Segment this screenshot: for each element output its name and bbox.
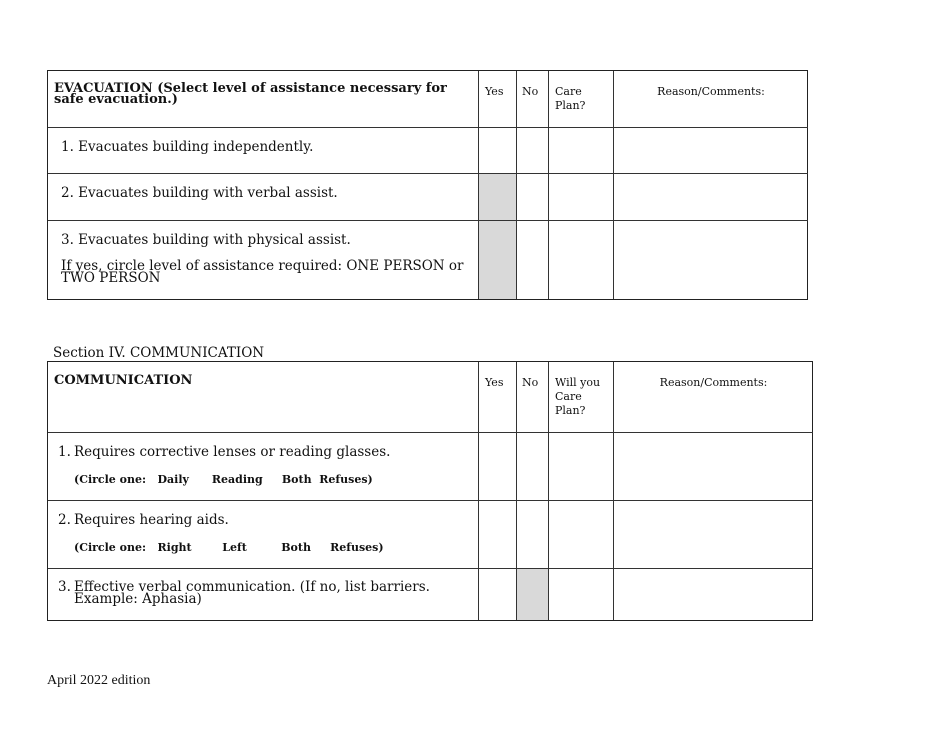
evacuation-col-careplan-label: Care Plan? (555, 85, 586, 112)
evacuation-row-2 (48, 174, 479, 221)
communication-row-1-note: (Circle one: Daily Reading Both Refuses) (74, 473, 373, 486)
evacuation-col-no-label: No (522, 85, 539, 98)
evacuation-col-reason (614, 71, 808, 128)
communication-row-3-no (517, 569, 549, 620)
evacuation-row-3 (48, 221, 479, 299)
communication-col-careplan-label: Will you Care Plan? (555, 376, 601, 417)
communication-row-2-text: Requires hearing aids. (74, 512, 229, 528)
evacuation-row-1-yes[interactable] (479, 128, 517, 174)
communication-row-3-number: 3. (58, 579, 71, 595)
communication-table (47, 361, 813, 621)
communication-row-2-note: (Circle one: Right Left Both Refuses) (74, 541, 384, 554)
evacuation-row-3-careplan[interactable] (549, 221, 614, 299)
communication-row-1-yes[interactable] (479, 433, 517, 501)
evacuation-row-1 (48, 128, 479, 174)
communication-row-1-no[interactable] (517, 433, 549, 501)
evacuation-title: EVACUATION (Select level of assistance necessary for safe evacuation.) (54, 81, 447, 107)
communication-row-2-reason[interactable] (614, 501, 813, 569)
evacuation-col-careplan (549, 71, 614, 128)
communication-row-3-reason[interactable] (614, 569, 813, 620)
evacuation-row-3-no[interactable] (517, 221, 549, 299)
communication-col-careplan (549, 362, 614, 433)
evacuation-row-1-no[interactable] (517, 128, 549, 174)
communication-row-2-no[interactable] (517, 501, 549, 569)
evacuation-col-reason-label: Reason/Comments: (657, 85, 765, 98)
evacuation-row-1-reason[interactable] (614, 128, 808, 174)
communication-col-yes (479, 362, 517, 433)
evacuation-row-2-no[interactable] (517, 174, 549, 221)
communication-col-yes-label: Yes (485, 376, 504, 389)
communication-row-1-text: Requires corrective lenses or reading glasses. (74, 444, 391, 460)
evacuation-row-3-text: 3. Evacuates building with physical assist. (61, 232, 351, 248)
communication-row-3-text: Effective verbal communication. (If no, list barriers. Example: Aphasia) (74, 579, 430, 607)
communication-row-1-number: 1. (58, 444, 71, 460)
evacuation-col-yes-label: Yes (485, 85, 504, 98)
communication-row-2 (48, 501, 479, 569)
communication-row-1-reason[interactable] (614, 433, 813, 501)
evacuation-table (47, 70, 808, 300)
communication-row-3 (48, 569, 479, 620)
communication-row-2-yes[interactable] (479, 501, 517, 569)
evacuation-col-yes (479, 71, 517, 128)
evacuation-row-2-yes (479, 174, 517, 221)
evacuation-row-1-text: 1. Evacuates building independently. (61, 139, 314, 155)
edition-footer: April 2022 edition (47, 673, 151, 688)
communication-header-cell (48, 362, 479, 433)
communication-col-reason-label: Reason/Comments: (659, 376, 768, 389)
evacuation-row-2-text: 2. Evacuates building with verbal assist. (61, 185, 338, 201)
evacuation-row-3-note: If yes, circle level of assistance required: ONE PERSON or TWO PERSON (61, 258, 464, 286)
communication-row-2-number: 2. (58, 512, 71, 528)
evacuation-header-cell (48, 71, 479, 128)
communication-col-no-label: No (522, 376, 539, 389)
evacuation-row-2-careplan[interactable] (549, 174, 614, 221)
evacuation-col-no (517, 71, 549, 128)
communication-row-2-careplan[interactable] (549, 501, 614, 569)
evacuation-row-3-yes (479, 221, 517, 299)
evacuation-row-1-careplan[interactable] (549, 128, 614, 174)
communication-row-1-careplan[interactable] (549, 433, 614, 501)
communication-col-no (517, 362, 549, 433)
evacuation-row-3-reason[interactable] (614, 221, 808, 299)
communication-row-1 (48, 433, 479, 501)
communication-row-3-yes[interactable] (479, 569, 517, 620)
communication-row-3-careplan[interactable] (549, 569, 614, 620)
communication-col-reason (614, 362, 813, 433)
section-iv-label: Section IV. COMMUNICATION (53, 345, 265, 361)
communication-title: COMMUNICATION (54, 373, 193, 388)
evacuation-row-2-reason[interactable] (614, 174, 808, 221)
